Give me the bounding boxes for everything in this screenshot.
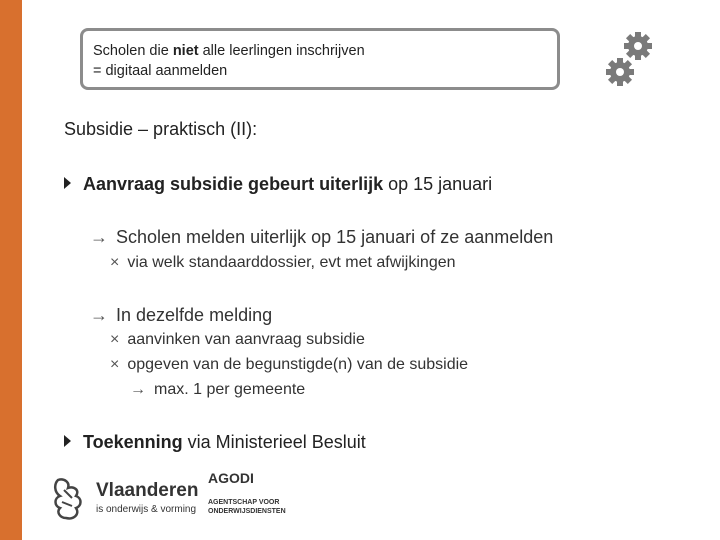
arrow-right-icon: → xyxy=(90,227,108,247)
bullet-toekenning: Toekenning via Ministerieel Besluit xyxy=(64,432,366,453)
slide-subtitle: Subsidie – praktisch (II): xyxy=(64,119,258,139)
callout-line-2: = digitaal aanmelden xyxy=(93,63,228,79)
callout-line-1: Scholen die niet alle leerlingen inschrijven xyxy=(93,43,365,59)
sub-bullet-scholen: → Scholen melden uiterlijk op 15 januari of ze aanmelden xyxy=(90,227,554,247)
detail-gemeente: → max. 1 per gemeente xyxy=(130,381,306,398)
bullet-aanvraag: Aanvraag subsidie gebeurt uiterlijk op 15 januari xyxy=(64,174,492,195)
cross-icon: × xyxy=(110,331,120,348)
agodi-wordmark: AGODI xyxy=(208,470,254,486)
gears-icon xyxy=(600,28,660,88)
arrow-right-icon: → xyxy=(90,305,108,325)
callout-box xyxy=(80,28,560,90)
lion-logo-icon xyxy=(50,476,90,522)
sub-item-aanvinken: × aanvinken van aanvraag subsidie xyxy=(110,331,365,348)
triangle-right-icon xyxy=(64,177,71,189)
cross-icon: × xyxy=(110,254,120,271)
vlaanderen-tagline: is onderwijs & vorming xyxy=(96,504,197,515)
footer-logos xyxy=(50,472,310,522)
cross-icon: × xyxy=(110,356,120,373)
triangle-right-icon xyxy=(64,435,71,447)
sub-item-standaarddossier: × via welk standaarddossier, evt met afwijkingen xyxy=(110,254,456,271)
vlaanderen-wordmark: Vlaanderen xyxy=(96,480,199,501)
arrow-right-icon: → xyxy=(130,381,146,398)
agodi-tagline: AGENTSCHAP VOOR ONDERWIJSDIENSTEN xyxy=(208,499,286,515)
accent-bar xyxy=(0,0,22,540)
sub-bullet-melding: → In dezelfde melding xyxy=(90,305,273,325)
sub-item-begunstigde: × opgeven van de begunstigde(n) van de subsidie xyxy=(110,356,469,373)
